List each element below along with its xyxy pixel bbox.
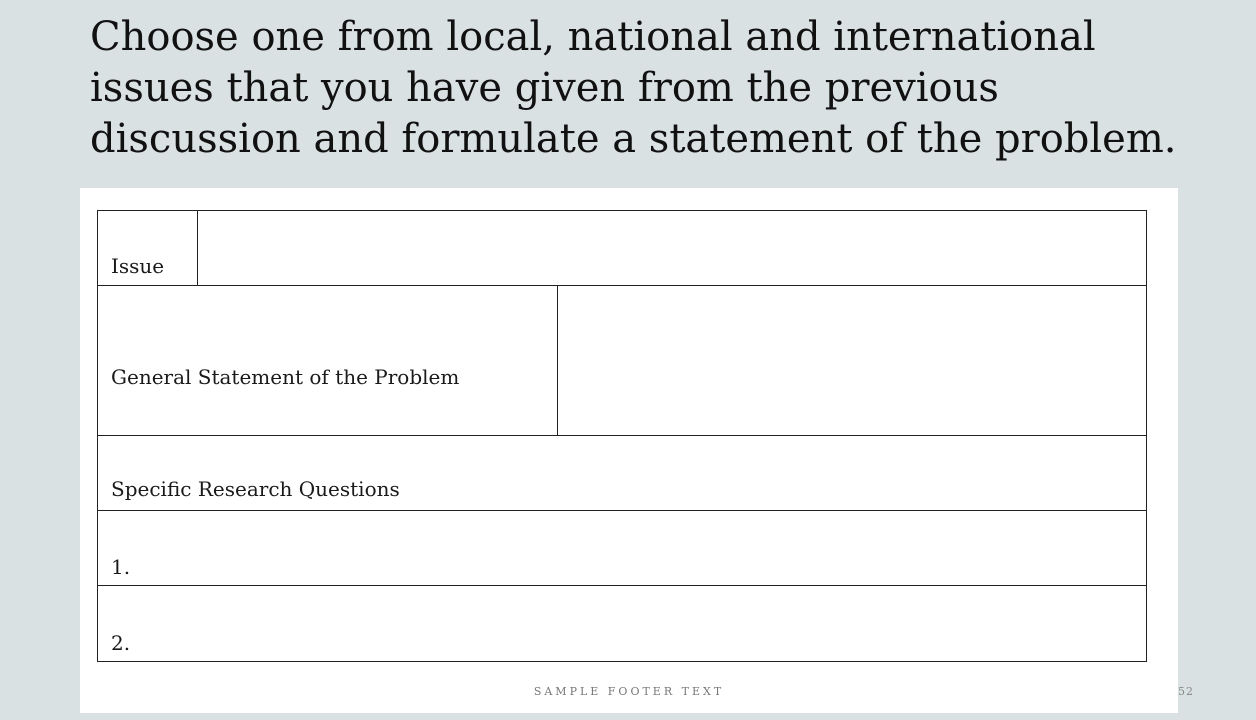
issue-label: Issue [111,254,165,278]
slide-title: Choose one from local, national and international issues that you have given from the previous discussion and formulate a statement of the problem. [90,14,1177,162]
question-1-row[interactable] [97,510,1147,586]
issue-input-cell[interactable] [198,211,1146,285]
specific-questions-label: Specific Research Questions [111,477,400,501]
content-panel [80,188,1178,713]
general-statement-label: General Statement of the Problem [111,365,460,389]
slide-footer: SAMPLE FOOTER TEXT [533,685,725,698]
question-2-label: 2. [111,631,131,655]
issue-row [97,210,1147,286]
question-2-row[interactable] [97,585,1147,662]
page-number: 52 [1178,685,1194,698]
specific-questions-row [97,435,1147,511]
general-statement-input-cell[interactable] [558,286,1146,435]
question-1-label: 1. [111,555,131,579]
problem-statement-table [97,210,1147,662]
general-statement-row [97,285,1147,436]
